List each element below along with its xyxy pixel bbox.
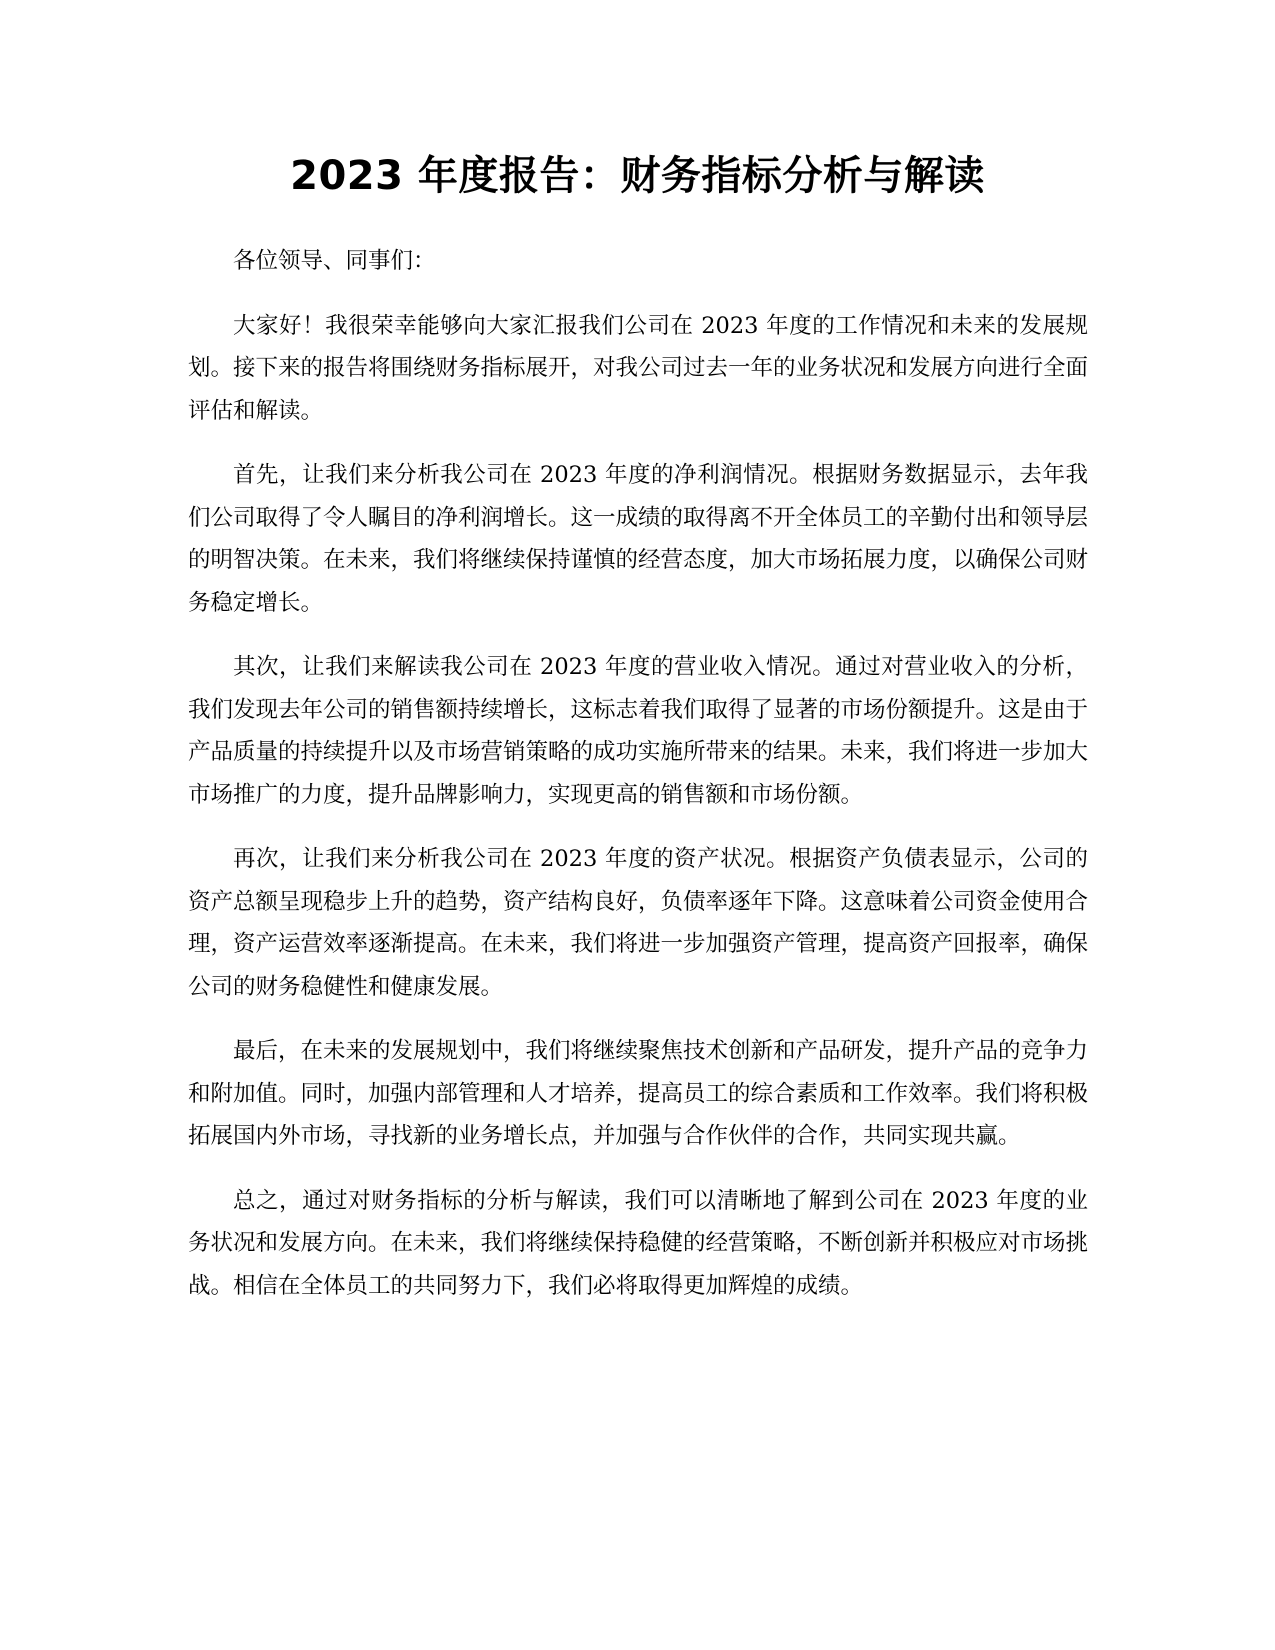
salutation: 各位领导、同事们：	[233, 248, 436, 274]
document-title: 2023 年度报告：财务指标分析与解读	[290, 153, 985, 199]
paragraph-revenue: 其次，让我们来解读我公司在 2023 年度的营业收入情况。通过对营业收入的分析，我们发现去年公司的销售额持续增长，这标志着我们取得了显著的市场份额提升。这是由于产品质量的持续提升以及市场营销策略的成功实施所带来的结果。未来，我们将进一步加大市场推广的力度，提升品牌影响力，实现更高的销售额和市场份额。	[188, 654, 1089, 808]
paragraph-net-profit: 首先，让我们来分析我公司在 2023 年度的净利润情况。根据财务数据显示，去年我们公司取得了令人瞩目的净利润增长。这一成绩的取得离不开全体员工的辛勤付出和领导层的明智决策。在未来，我们将继续保持谨慎的经营态度，加大市场拓展力度，以确保公司财务稳定增长。	[188, 462, 1089, 616]
paragraph-assets: 再次，让我们来分析我公司在 2023 年度的资产状况。根据资产负债表显示，公司的资产总额呈现稳步上升的趋势，资产结构良好，负债率逐年下降。这意味着公司资金使用合理，资产运营效率逐渐提高。在未来，我们将进一步加强资产管理，提高资产回报率，确保公司的财务稳健性和健康发展。	[188, 846, 1089, 1000]
paragraph-intro: 大家好！我很荣幸能够向大家汇报我们公司在 2023 年度的工作情况和未来的发展规划。接下来的报告将围绕财务指标展开，对我公司过去一年的业务状况和发展方向进行全面评估和解读。	[188, 312, 1089, 424]
paragraph-conclusion: 总之，通过对财务指标的分析与解读，我们可以清晰地了解到公司在 2023 年度的业务状况和发展方向。在未来，我们将继续保持稳健的经营策略，不断创新并积极应对市场挑战。相信在全体员工的共同努力下，我们必将取得更加辉煌的成绩。	[188, 1187, 1089, 1299]
document-body	[188, 240, 1088, 1329]
paragraph-future-plan: 最后，在未来的发展规划中，我们将继续聚焦技术创新和产品研发，提升产品的竞争力和附加值。同时，加强内部管理和人才培养，提高员工的综合素质和工作效率。我们将积极拓展国内外市场，寻找新的业务增长点，并加强与合作伙伴的合作，共同实现共赢。	[188, 1038, 1089, 1149]
